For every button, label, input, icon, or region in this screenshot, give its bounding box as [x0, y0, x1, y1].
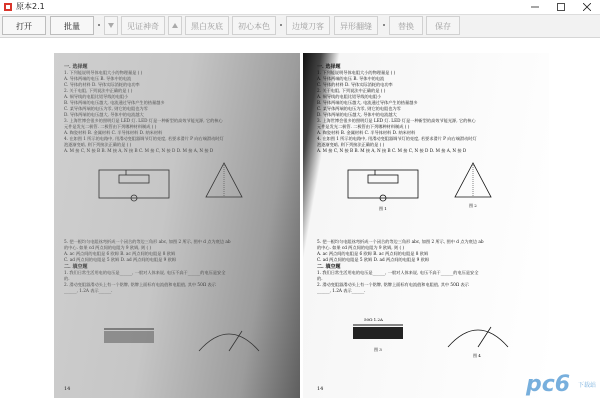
question-text: 2. 滑动变阻器滑动头上有一个铭牌, 铭牌上面标有电流值和电阻值, 其中 50Ω 表示: [317, 282, 469, 287]
pc6-watermark: [526, 368, 596, 408]
question-text: 1. 下列能说明导体电阻大小的物理量是 ( ): [64, 70, 143, 75]
option-text: C. 某导体两端的电压为零, 则它的电阻也为零: [317, 106, 401, 111]
separator-dot: [383, 24, 385, 26]
option-text: C. 某导体两端的电压为零, 则它的电阻也为零: [64, 106, 148, 111]
circuit-figure: [343, 165, 423, 213]
question-text: 3. 上海世博会很多的照明灯是 LED 灯. LED 灯是一种新型的高效节能光源, 它的核心: [317, 118, 476, 123]
question-text: 3. 上海世博会很多的照明灯是 LED 灯. LED 灯是一种新型的高效节能光源, 它的核心: [64, 118, 223, 123]
option-text: C. 导体的材料 D. 导体实际消耗的电功率: [317, 82, 393, 87]
option-text: A. 导体两端的电压 B. 导体中的电流: [64, 76, 132, 81]
option-text: A. 陶瓷材料 B. 金属材料 C. 半导体材料 D. 纳米材料: [317, 130, 416, 135]
question-text: 元件是发光二极管. 二极管由下列哪种材料制成 ( ): [64, 124, 157, 129]
triangle-figure: [453, 161, 493, 211]
question-text: 泡逐渐变暗, 则下列接法正确的是 ( ): [64, 142, 132, 147]
question-text: 的.: [64, 276, 70, 281]
window-title: 原本2.1: [16, 2, 45, 11]
separator-dot: [280, 24, 282, 26]
question-text: 的.: [317, 276, 323, 281]
rheostat-figure: [99, 321, 159, 351]
minimize-icon[interactable]: [522, 0, 548, 14]
watermark-logo: pc6: [526, 372, 571, 397]
triangle-up-icon: [172, 23, 178, 28]
question-text: ______, 1.2A 表示______.: [317, 288, 366, 293]
option-text: A. 导体两端的电压 B. 导体中的电流: [317, 76, 385, 81]
section-title: 一. 选择题: [317, 64, 341, 70]
option-text: B. 导体两端的电压越大, 电流通过导体产生的热量越多: [317, 100, 418, 105]
page-number: 14: [317, 386, 324, 392]
toolbar: [0, 15, 600, 38]
option-text: A. 铜导线的电阻比铝导线的电阻小: [64, 94, 129, 99]
figure-caption: 图 1: [379, 206, 387, 211]
question-text: 2. 关于电阻, 下列说法中正确的是 ( ): [64, 88, 133, 93]
edge-cut-button[interactable]: 边境刀客: [286, 16, 330, 35]
window-controls: [522, 0, 600, 14]
option-text: D. 导体两端的电压越大, 导体中的电流越大: [64, 112, 144, 117]
triangle-figure: [204, 161, 244, 201]
processed-page-image: [303, 53, 549, 398]
mirror-button[interactable]: 见证神奇: [121, 16, 165, 35]
question-text: 的中心. 如果 cd 两点间的电阻为 9 欧姆, 则 ( ): [317, 245, 405, 250]
app-icon: [4, 3, 12, 11]
triangle-down-icon: [108, 23, 114, 28]
option-text: C. ad 两点间的电阻是 5 欧姆 D. ad 两点间的电阻是 9 欧姆: [64, 257, 176, 262]
section-title: 二. 填空题: [317, 264, 341, 270]
option-text: A. M 接 C, N 接 B B. M 接 A, N 接 B C. M 接 C, N 接 D D. M 接 A, N 接 D: [317, 148, 467, 153]
rheostat-figure: [348, 315, 408, 355]
question-text: 5. 把一根均匀电阻丝弯折成一个闭合的等边三角形 abc, 如图 2 所示, 图中 d 点为底边 ab: [64, 239, 231, 244]
image-viewport[interactable]: [0, 38, 600, 408]
rotate-up-button[interactable]: [168, 16, 182, 35]
rheostat-label: 50Ω 1.2A: [364, 317, 383, 322]
option-text: B. 导体两端的电压越大, 电流通过导体产生的热量越多: [64, 100, 165, 105]
question-text: 泡逐渐变暗, 则下列接法正确的是 ( ): [317, 142, 385, 147]
maximize-icon[interactable]: [548, 0, 574, 14]
separator-dot: [98, 24, 100, 26]
shape-correct-button[interactable]: 异形翻缝: [334, 16, 378, 35]
batch-button[interactable]: 批量: [50, 16, 94, 35]
replace-button[interactable]: 替换: [389, 16, 423, 35]
rotate-down-button[interactable]: [104, 16, 118, 35]
figure-caption: 图 3: [374, 347, 382, 352]
close-icon[interactable]: [574, 0, 600, 14]
option-text: A. ac 两点间的电阻是 6 欧姆 B. ac 两点间的电阻是 8 欧姆: [317, 251, 429, 256]
original-page-image: [54, 53, 300, 398]
question-text: 1. 我们日常生活用电的电压是______, 一般对人体来说, 电压不高于______的电压是安全: [64, 270, 226, 275]
title-bar: [0, 0, 600, 15]
option-text: D. 导体两端的电压越大, 导体中的电流越大: [317, 112, 397, 117]
question-text: 1. 我们日常生活用电的电压是______, 一般对人体来说, 电压不高于______的电压是安全: [317, 270, 479, 275]
section-title: 一. 选择题: [64, 64, 88, 70]
ammeter-figure: [443, 319, 513, 359]
option-text: A. ac 两点间的电阻是 6 欧姆 B. ac 两点间的电阻是 8 欧姆: [64, 251, 176, 256]
black-white-button[interactable]: 黑白灰底: [185, 16, 229, 35]
figure-caption: 图 4: [473, 353, 481, 358]
original-color-button[interactable]: 初心本色: [232, 16, 276, 35]
option-text: A. M 接 C, N 接 B B. M 接 A, N 接 B C. M 接 C, N 接 D D. M 接 A, N 接 D: [64, 148, 214, 153]
question-text: 1. 下列能说明导体电阻大小的物理量是 ( ): [317, 70, 396, 75]
open-button[interactable]: 打开: [2, 16, 46, 35]
circuit-figure: [94, 165, 174, 205]
question-text: 的中心. 如果 cd 两点间的电阻为 9 欧姆, 则 ( ): [64, 245, 152, 250]
question-text: 2. 关于电阻, 下列说法中正确的是 ( ): [317, 88, 386, 93]
page-number: 14: [64, 386, 71, 392]
figure-caption: 图 2: [469, 203, 477, 208]
question-text: 5. 把一根均匀电阻丝弯折成一个闭合的等边三角形 abc, 如图 2 所示, 图中 d 点为底边 ab: [317, 239, 484, 244]
save-button[interactable]: 保存: [426, 16, 460, 35]
question-text: 4. 在如图 1 所示的电路中, 用滑动变阻器调节灯的亮度, 若要求滑片 P 向右端滑动时灯: [64, 136, 224, 141]
question-text: ______, 1.2A 表示______.: [64, 288, 113, 293]
ammeter-figure: [194, 323, 264, 353]
question-text: 元件是发光二极管. 二极管由下列哪种材料制成 ( ): [317, 124, 410, 129]
question-text: 2. 滑动变阻器滑动头上有一个铭牌, 铭牌上面标有电流值和电阻值, 其中 50Ω 表示: [64, 282, 216, 287]
option-text: A. 陶瓷材料 B. 金属材料 C. 半导体材料 D. 纳米材料: [64, 130, 163, 135]
question-text: 4. 在如图 1 所示的电路中, 用滑动变阻器调节灯的亮度, 若要求滑片 P 向右端滑动时灯: [317, 136, 477, 141]
option-text: C. 导体的材料 D. 导体实际消耗的电功率: [64, 82, 140, 87]
watermark-subtext: 下载站: [577, 382, 596, 389]
option-text: C. ad 两点间的电阻是 5 欧姆 D. ad 两点间的电阻是 9 欧姆: [317, 257, 429, 262]
option-text: A. 铜导线的电阻比铝导线的电阻小: [317, 94, 382, 99]
section-title: 二. 填空题: [64, 264, 88, 270]
